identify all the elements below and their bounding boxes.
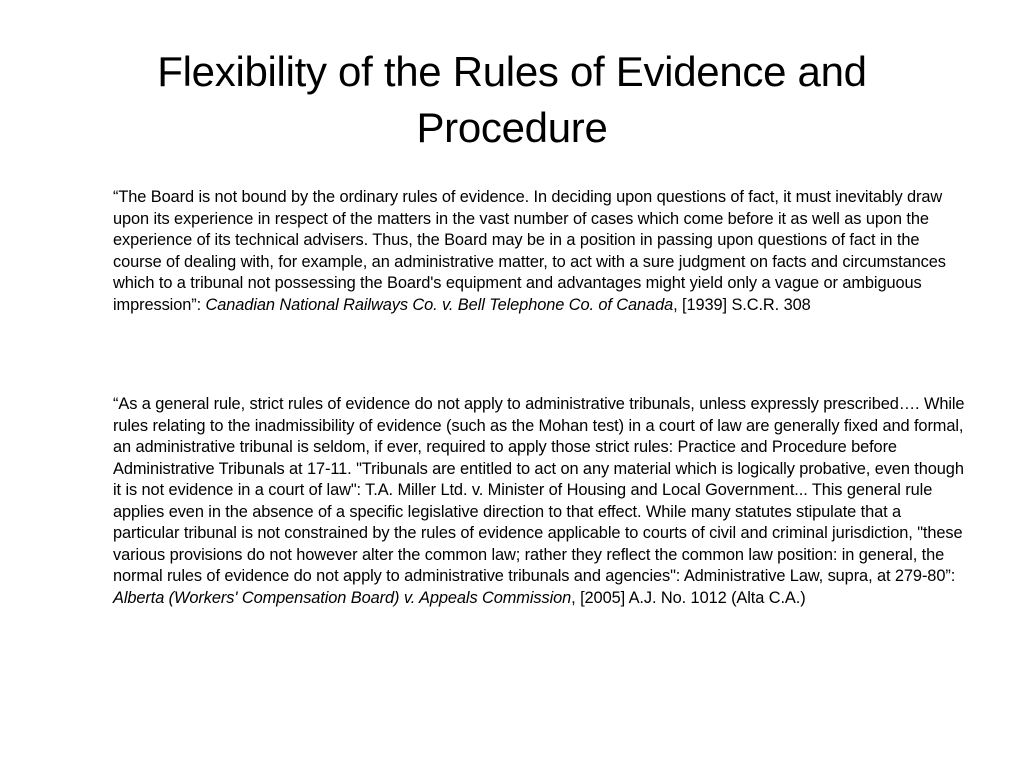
slide-title: Flexibility of the Rules of Evidence and Procedure: [157, 48, 867, 151]
case-name: Canadian National Railways Co. v. Bell Telephone Co. of Canada: [205, 295, 674, 314]
quote-paragraph: [113, 394, 968, 609]
quote-text: “As a general rule, strict rules of evidence do not apply to administrative tribunals, unless expressly prescribed…. While rules relating to the inadmissibility of evidence (such as the Mohan test) in a court of law are generally fixed and formal, an administrative tribunal is seldom, if ever, required to apply those strict rules: Practice and Procedure before Administrative Tribunals at 17-11. "Tribunals are entitled to act on any material which is logically probative, even though it is not evidence in a court of law": T.A. Miller Ltd. v. Minister of Housing and Local Government... This general rule applies even in the absence of a specific legislative direction to that effect. While many statutes stipulate that a particular tribunal is not constrained by the rules of evidence applicable to courts of civil and criminal jurisdiction, "these various provisions do not however alter the common law; rather they reflect the common law position: in general, the normal rules of evidence do not apply to administrative tribunals and agencies": Administrative Law, supra, at 279-80”:: [113, 395, 965, 585]
quote-text: “The Board is not bound by the ordinary rules of evidence. In deciding upon questions of fact, it must inevitably draw upon its experience in respect of the matters in the vast number of cases which come before it as well as upon the experience of its technical advisers. Thus, the Board may be in a position in passing upon questions of fact in the course of dealing with, for example, an administrative matter, to act with a sure judgment on facts and circumstances which to a tribunal not possessing the Board's equipment and advantages might yield only a vague or ambiguous impression”:: [113, 188, 946, 314]
case-citation: , [1939] S.C.R. 308: [673, 295, 811, 314]
case-name: Alberta (Workers' Compensation Board) v. Appeals Commission: [113, 588, 572, 607]
quote-paragraph: [113, 187, 968, 316]
case-citation: , [2005] A.J. No. 1012 (Alta C.A.): [571, 588, 806, 607]
